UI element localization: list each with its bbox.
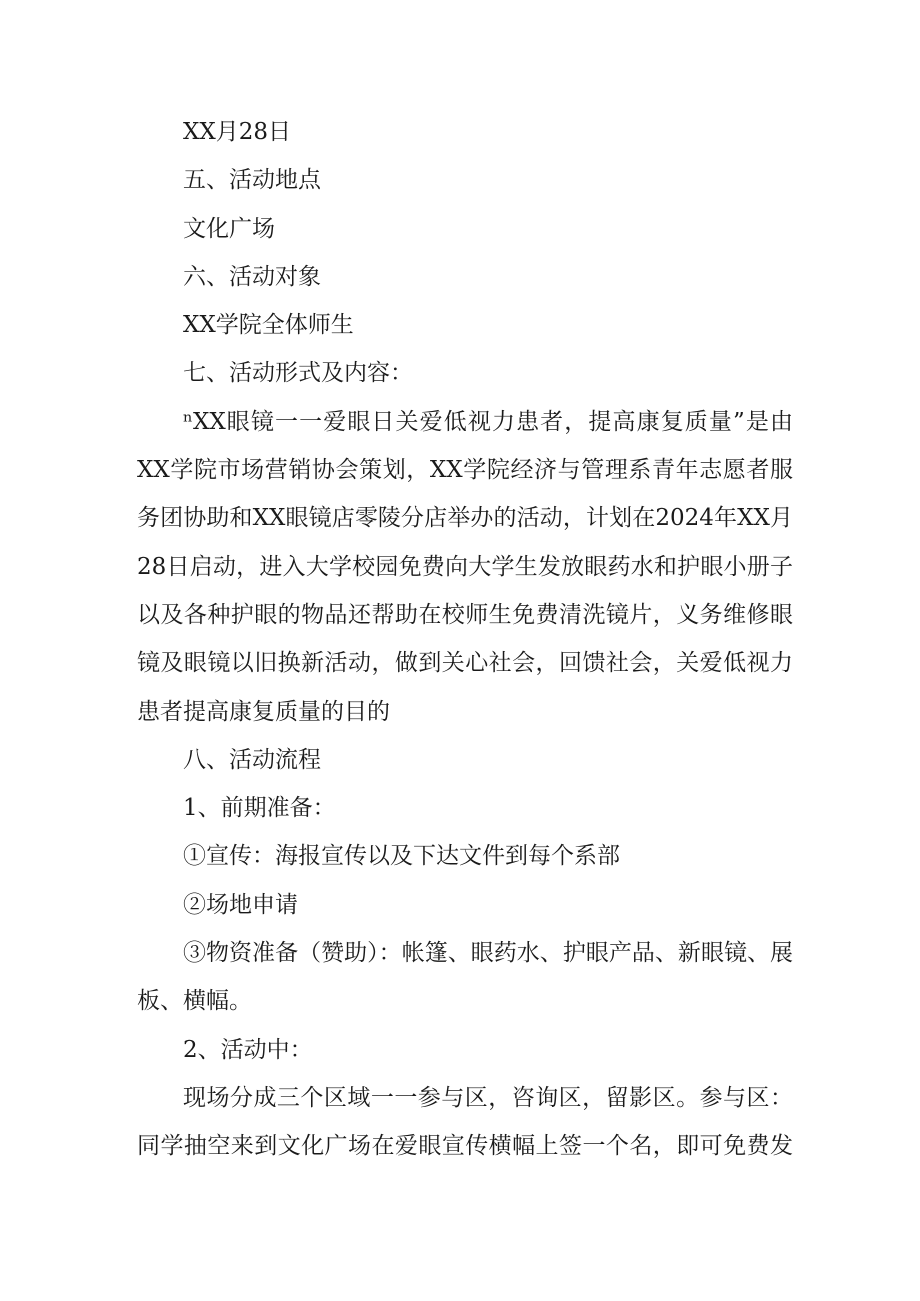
event-location: 文化广场 [183,215,275,242]
prep-item-publicity: ①宣传：海报宣传以及下达文件到每个系部 [183,843,620,870]
event-zones-description: 现场分成三个区域一一参与区，咨询区，留影区。参与区：同学抽空来到文化广场在爱眼宣传横幅上签一个名，即可免费发 [137,1084,793,1160]
event-date: XX月28日 [183,119,292,145]
section-heading-format: 七、活动形式及内容： [183,360,413,387]
event-description: ⁿXX眼镜一一爱眼日关爱低视力患者，提高康复质量”是由XX学院市场营销协会策划，XX学院经济与管理系青年志愿者服务团协助和XX眼镜店零陵分店举办的活动，计划在2024年XX月28日启动，进入大学校园免费向大学生发放眼药水和护眼小册子以及各种护眼的物品还帮助在校师生免费清洗镜片，义务维修眼镜及眼镜以旧换新活动，做到关心社会，回馈社会，关爱低视力患者提高康复质量的目的 [137,408,793,725]
document-body [137,108,793,1171]
section-heading-audience: 六、活动对象 [183,263,321,290]
section-heading-location: 五、活动地点 [183,167,321,194]
event-audience: XX学院全体师生 [183,312,354,339]
step-during-event: 2、活动中： [183,1036,313,1063]
section-heading-process: 八、活动流程 [183,746,321,773]
step-preparation: 1、前期准备： [183,795,336,822]
prep-item-materials: ③物资准备（赞助）：帐篷、眼药水、护眼产品、新眼镜、展板、横幅。 [137,940,793,1015]
prep-item-venue: ②场地申请 [183,891,298,918]
